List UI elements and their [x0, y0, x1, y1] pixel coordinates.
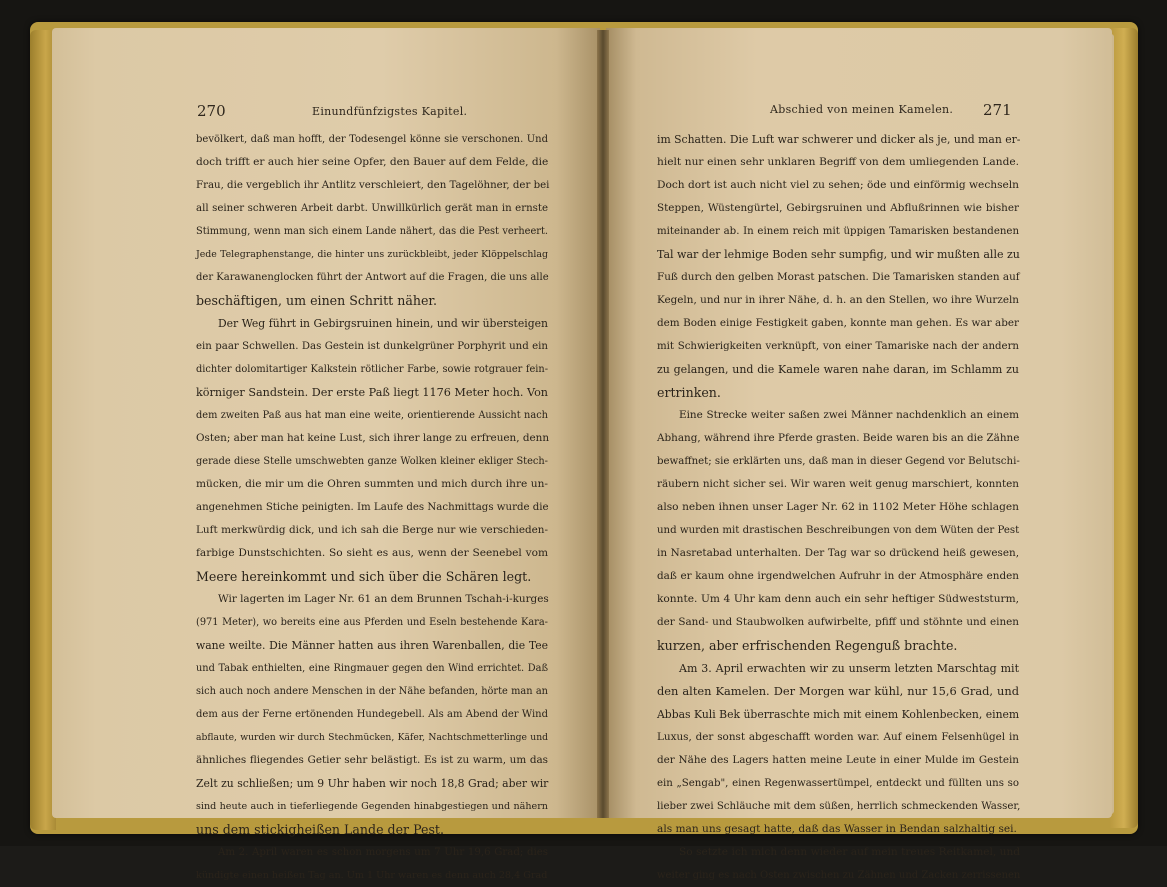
- text-line: im Schatten. Die Luft war schwerer und dicker als je, und man er-: [657, 133, 1021, 146]
- text-line: miteinander ab. In einem reich mit üppigen Tamarisken bestandenen: [657, 226, 1019, 237]
- text-line: bevölkert, daß man hofft, der Todesengel könne sie verschonen. Und: [196, 134, 548, 145]
- text-line: dem Boden einige Festigkeit gaben, konnte man gehen. Es war aber: [657, 317, 1019, 329]
- text-line: (971 Meter), wo bereits eine aus Pferden und Eseln bestehende Kara-: [196, 617, 548, 628]
- text-line: abflaute, wurden wir durch Stechmücken, Käfer, Nachtschmetterlinge und: [196, 732, 548, 743]
- left-page-number: 270: [197, 102, 226, 120]
- cover-edge-right: [1110, 28, 1138, 828]
- text-line: ein paar Schwellen. Das Gestein ist dunkelgrüner Porphyrit und ein: [196, 341, 548, 352]
- text-line: ertrinken.: [657, 385, 721, 400]
- text-line: Zelt zu schließen; um 9 Uhr haben wir noch 18,8 Grad; aber wir: [196, 777, 549, 790]
- text-line: Osten; aber man hat keine Lust, sich ihrer lange zu erfreuen, denn: [196, 432, 550, 444]
- text-line: mücken, die mir um die Ohren summten und mich durch ihre un-: [196, 478, 548, 490]
- text-line: mit Schwierigkeiten verknüpft, von einer Tamariske nach der andern: [657, 341, 1019, 352]
- text-line: Steppen, Wüstengürtel, Gebirgsruinen und Abflußrinnen wie bisher: [657, 202, 1019, 214]
- text-line: Frau, die vergeblich ihr Antlitz verschleiert, den Tagelöhner, der bei: [196, 180, 550, 191]
- text-line: konnte. Um 4 Uhr kam denn auch ein sehr heftiger Südweststurm,: [657, 593, 1019, 605]
- text-line: Meere hereinkommt und sich über die Schären legt.: [196, 569, 532, 584]
- text-line: farbige Dunstschichten. So sieht es aus, wenn der Seenebel vom: [196, 547, 548, 559]
- right-page-number: 271: [983, 101, 1012, 119]
- text-line: all seiner schweren Arbeit darbt. Unwillkürlich gerät man in ernste: [196, 203, 548, 214]
- text-line: ein „Sengab", einen Regenwassertümpel, entdeckt und füllten uns so: [657, 778, 1019, 789]
- text-line: lieber zwei Schläuche mit dem süßen, herrlich schmeckenden Wasser,: [657, 801, 1021, 812]
- text-line: kurzen, aber erfrischenden Regenguß brachte.: [657, 638, 958, 653]
- text-line: hielt nur einen sehr unklaren Begriff von dem umliegenden Lande.: [657, 156, 1019, 168]
- text-line: ähnliches fliegendes Getier sehr belästigt. Es ist zu warm, um das: [196, 754, 548, 766]
- text-line: Doch dort ist auch nicht viel zu sehen; öde und einförmig wechseln: [657, 179, 1019, 191]
- text-line: wane weilte. Die Männer hatten aus ihren Warenballen, die Tee: [196, 639, 548, 652]
- text-line: als man uns gesagt hatte, daß das Wasser in Bendan salzhaltig sei.: [657, 823, 1017, 835]
- text-line: Luxus, der sonst abgeschafft worden war. Auf einem Felsenhügel in: [657, 731, 1019, 743]
- text-line: Luft merkwürdig dick, und ich sah die Berge nur wie verschieden-: [196, 524, 548, 536]
- text-line: uns dem stickigheißen Lande der Pest.: [196, 822, 444, 837]
- text-line: Wir lagerten im Lager Nr. 61 an dem Brunnen Tschah-i-kurges: [218, 593, 549, 605]
- left-page-text: [196, 128, 548, 887]
- text-line: angenehmen Stiche peinigten. Im Laufe des Nachmittags wurde die: [196, 502, 549, 513]
- text-line: sich auch noch andere Menschen in der Nähe befanden, hörte man an: [196, 686, 548, 697]
- text-line: gerade diese Stelle umschwebten ganze Wolken kleiner ekliger Stech-: [196, 456, 548, 467]
- text-line: körniger Sandstein. Der erste Paß liegt 1176 Meter hoch. Von: [196, 386, 549, 399]
- left-running-head: Einundfünfzigstes Kapitel.: [312, 105, 468, 118]
- text-line: der Nähe des Lagers hatten meine Leute in einer Mulde im Gestein: [657, 754, 1019, 766]
- text-line: Abbas Kuli Bek überraschte mich mit einem Kohlenbecken, einem: [657, 708, 1020, 721]
- text-line: bewaffnet; sie erklärten uns, daß man in dieser Gegend vor Belutschi-: [657, 456, 1020, 467]
- text-line: Am 3. April erwachten wir zu unserm letzten Marschtag mit: [679, 662, 1019, 675]
- text-line: und Tabak enthielten, eine Ringmauer gegen den Wind errichtet. Daß: [196, 663, 548, 674]
- text-line: in Nasretabad unterhalten. Der Tag war so drückend heiß gewesen,: [657, 547, 1019, 559]
- text-line: daß er kaum ohne irgendwelchen Aufruhr in der Atmosphäre enden: [657, 570, 1019, 582]
- text-line: Kegeln, und nur in ihrer Nähe, d. h. an den Stellen, wo ihre Wurzeln: [657, 294, 1019, 306]
- text-line: Jede Telegraphenstange, die hinter uns zurückbleibt, jeder Klöppelschlag: [196, 249, 548, 260]
- text-line: dem aus der Ferne ertönenden Hundegebell. Als am Abend der Wind: [196, 709, 548, 720]
- text-line: So setzte ich mich denn wieder auf mein treues Reitkamel, und: [679, 846, 1021, 858]
- text-line: der Sand- und Staubwolken aufwirbelte, pfiff und stöhnte und einen: [657, 616, 1019, 628]
- text-line: dem zweiten Paß aus hat man eine weite, orientierende Aussicht nach: [196, 410, 548, 421]
- text-line: und wurden mit drastischen Beschreibungen von dem Wüten der Pest: [657, 525, 1020, 536]
- text-line: kündigte einen heißen Tag an. Um 1 Uhr waren es denn auch 28,4 Grad: [196, 870, 548, 881]
- text-line: beschäftigen, um einen Schritt näher.: [196, 293, 438, 308]
- text-line: doch trifft er auch hier seine Opfer, den Bauer auf dem Felde, die: [196, 156, 549, 168]
- text-line: Abhang, während ihre Pferde grasten. Beide waren bis an die Zähne: [657, 432, 1020, 444]
- text-line: Stimmung, wenn man sich einem Lande nähert, das die Pest verheert.: [196, 226, 548, 237]
- text-line: Fuß durch den gelben Morast patschen. Die Tamarisken standen auf: [657, 271, 1020, 283]
- right-page-text: [657, 128, 1019, 887]
- text-line: sind heute auch in tieferliegende Gegenden hinabgestiegen und nähern: [196, 801, 548, 812]
- right-running-head: Abschied von meinen Kamelen.: [770, 103, 954, 116]
- text-line: Am 2. April waren es schon morgens um 7 Uhr 19,6 Grad; dies: [218, 847, 548, 858]
- text-line: zu gelangen, und die Kamele waren nahe daran, im Schlamm zu: [657, 363, 1019, 376]
- text-line: räubern nicht sicher sei. Wir waren weit genug marschiert, konnten: [657, 478, 1019, 490]
- text-line: dichter dolomitartiger Kalkstein rötlicher Farbe, sowie rotgrauer fein-: [196, 364, 548, 375]
- text-line: weiter ging es nach Osten zwischen zu Zähnen und Zacken zerrissenen: [657, 870, 1021, 881]
- text-line: der Karawanenglocken führt der Antwort auf die Fragen, die uns alle: [196, 272, 549, 283]
- text-line: also neben ihnen unser Lager Nr. 62 in 1102 Meter Höhe schlagen: [657, 501, 1019, 513]
- text-line: Eine Strecke weiter saßen zwei Männer nachdenklich an einem: [679, 409, 1019, 421]
- text-line: Der Weg führt in Gebirgsruinen hinein, und wir übersteigen: [218, 317, 548, 330]
- book-gutter: [597, 30, 609, 818]
- text-line: Tal war der lehmige Boden sehr sumpfig, und wir mußten alle zu: [657, 248, 1020, 261]
- text-line: den alten Kamelen. Der Morgen war kühl, nur 15,6 Grad, und: [657, 684, 1019, 698]
